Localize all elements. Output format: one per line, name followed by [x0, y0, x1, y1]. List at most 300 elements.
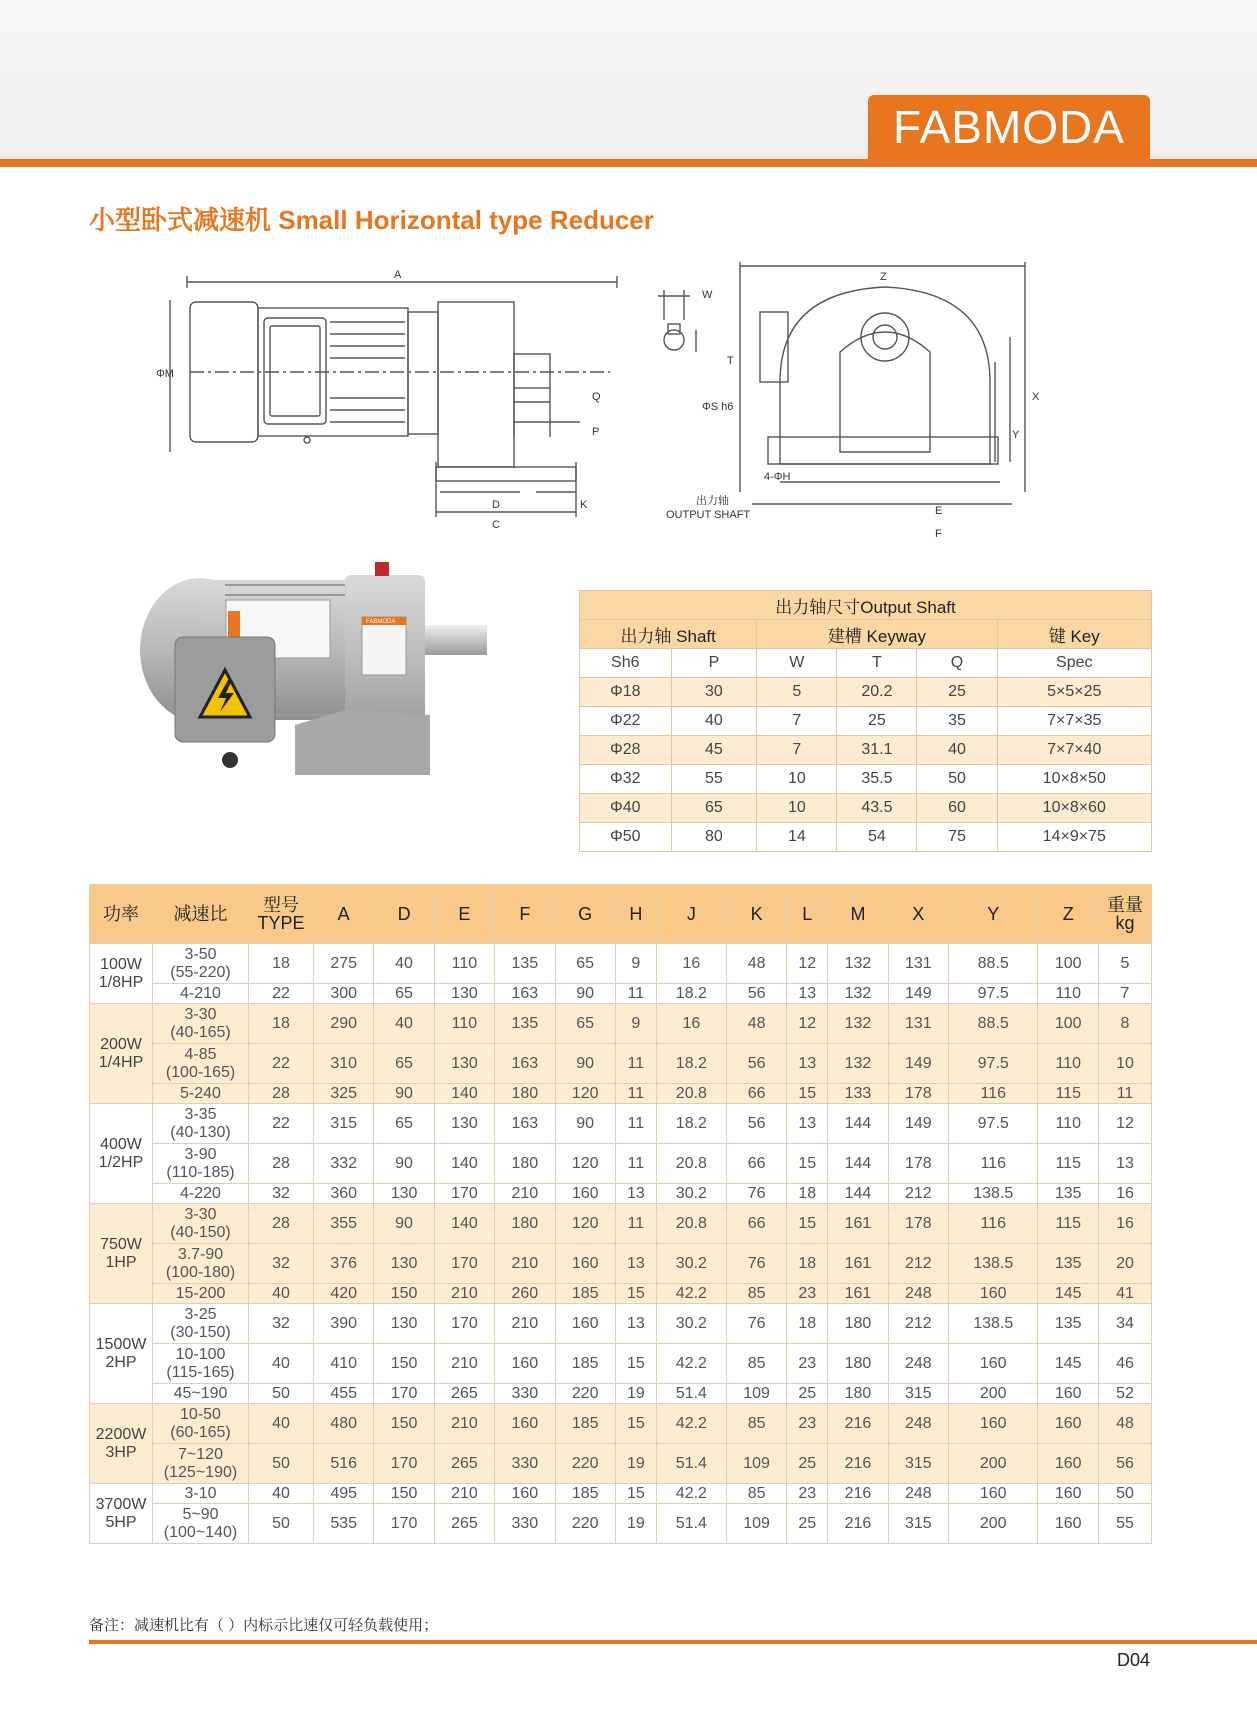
table-cell: 135	[1038, 1184, 1099, 1204]
table-cell: 180	[828, 1384, 888, 1404]
table-cell: 15	[787, 1144, 828, 1184]
table-cell: Φ40	[580, 794, 672, 823]
dim-label-f: F	[935, 528, 942, 540]
table-cell: 275	[314, 944, 374, 984]
table-cell: 19	[615, 1444, 656, 1484]
table-cell: 40	[249, 1344, 314, 1384]
table-cell: 85	[726, 1344, 786, 1384]
table-row	[90, 1084, 1152, 1104]
power-hp: 3HP	[105, 1443, 137, 1461]
table-cell: 110	[1038, 984, 1099, 1004]
table-cell: 18.2	[656, 1104, 726, 1144]
page-number: D04	[1117, 1650, 1151, 1670]
weight-header-cn: 重量	[1107, 895, 1143, 915]
table-cell: 210	[495, 1244, 555, 1284]
ratio-cell	[153, 1444, 249, 1484]
table-cell: 16	[1099, 1184, 1152, 1204]
table-cell: 109	[726, 1384, 786, 1404]
table-cell: 160	[949, 1484, 1038, 1504]
table-cell: 90	[374, 1144, 434, 1184]
output-shaft-table	[579, 590, 1152, 852]
table-cell: 18.2	[656, 1044, 726, 1084]
table-cell: 144	[828, 1104, 888, 1144]
table-cell: 48	[726, 1004, 786, 1044]
dim-label-phim: ΦM	[156, 368, 174, 380]
table-cell: 161	[828, 1284, 888, 1304]
table-cell: 131	[888, 1004, 948, 1044]
table-cell: 88.5	[949, 1004, 1038, 1044]
table-cell: 150	[374, 1344, 434, 1384]
table-row	[90, 984, 1152, 1004]
dim-label-4h: 4-ΦH	[764, 471, 791, 483]
dim-label-phis: ΦS h6	[702, 401, 734, 413]
ratio-range: 3-35	[184, 1105, 217, 1123]
table-cell: 116	[949, 1204, 1038, 1244]
table-cell: 210	[434, 1404, 494, 1444]
table-cell: 132	[828, 944, 888, 984]
table-cell: 160	[495, 1404, 555, 1444]
table-cell: 5	[757, 678, 837, 707]
table-cell: 410	[314, 1344, 374, 1384]
specs-table-body	[90, 944, 1152, 1544]
table-cell: 97.5	[949, 1104, 1038, 1144]
table-cell: 170	[434, 1304, 494, 1344]
table-row	[90, 1404, 1152, 1444]
table-cell: 40	[249, 1484, 314, 1504]
table-cell: 178	[888, 1084, 948, 1104]
power-cell	[90, 1104, 153, 1204]
table-cell: 66	[726, 1084, 786, 1104]
table-cell: 495	[314, 1484, 374, 1504]
table-row	[90, 1244, 1152, 1284]
ratio-light-load: (100-165)	[165, 1063, 236, 1081]
ratio-cell	[153, 1144, 249, 1184]
table-cell: 25	[917, 678, 997, 707]
table-cell: 315	[888, 1384, 948, 1404]
ratio-cell	[153, 1184, 249, 1204]
table-cell: 85	[726, 1404, 786, 1444]
table-cell: 76	[726, 1244, 786, 1284]
ratio-light-load: (40-165)	[170, 1023, 231, 1041]
table-row	[580, 678, 1152, 707]
column-header: H	[615, 885, 656, 944]
table-cell: 40	[374, 1004, 434, 1044]
power-hp: 2HP	[105, 1353, 137, 1371]
table-cell: 5	[1099, 944, 1152, 984]
table-cell: 161	[828, 1244, 888, 1284]
ratio-light-load: (60-165)	[170, 1423, 231, 1441]
ratio-cell	[153, 1384, 249, 1404]
table-cell: 135	[1038, 1304, 1099, 1344]
table-cell: 42.2	[656, 1404, 726, 1444]
column-header: T	[837, 649, 917, 678]
ratio-cell	[153, 1504, 249, 1544]
table-cell: 50	[249, 1384, 314, 1404]
dim-label-w: W	[702, 289, 713, 301]
table-cell: 132	[828, 1044, 888, 1084]
table-cell: 11	[615, 1204, 656, 1244]
table-cell: 109	[726, 1504, 786, 1544]
table-cell: 160	[949, 1344, 1038, 1384]
table-cell: 10×8×60	[997, 794, 1151, 823]
table-cell: 22	[249, 1104, 314, 1144]
table-cell: Φ22	[580, 707, 672, 736]
ratio-light-load: (55-220)	[170, 963, 231, 981]
power-cell	[90, 1404, 153, 1484]
table-cell: 18	[787, 1244, 828, 1284]
table-cell: 180	[495, 1084, 555, 1104]
column-header: P	[671, 649, 757, 678]
ratio-range: 4-220	[180, 1184, 221, 1202]
table-cell: 210	[495, 1184, 555, 1204]
table-cell: 132	[828, 1004, 888, 1044]
type-header-cn: 型号	[263, 895, 299, 915]
table-cell: 216	[828, 1484, 888, 1504]
table-cell: 180	[495, 1144, 555, 1184]
table-cell: 163	[495, 1044, 555, 1084]
table-cell: 120	[555, 1204, 615, 1244]
table-cell: 220	[555, 1444, 615, 1484]
table-cell: 18	[787, 1304, 828, 1344]
table-cell: 149	[888, 1044, 948, 1084]
dim-label-k: K	[580, 499, 588, 511]
table-cell: 50	[249, 1444, 314, 1484]
column-header-power: 功率	[90, 885, 153, 944]
table-cell: 42.2	[656, 1484, 726, 1504]
table-cell: 56	[726, 984, 786, 1004]
table-cell: 22	[249, 1044, 314, 1084]
table-cell: 11	[615, 1144, 656, 1184]
table-cell: 45	[671, 736, 757, 765]
table-cell: 97.5	[949, 1044, 1038, 1084]
table-cell: 315	[888, 1504, 948, 1544]
table-cell: 160	[1038, 1444, 1099, 1484]
table-cell: 265	[434, 1504, 494, 1544]
table-cell: 248	[888, 1344, 948, 1384]
table-cell: 90	[555, 1044, 615, 1084]
column-header: W	[757, 649, 837, 678]
table-cell: 332	[314, 1144, 374, 1184]
table-cell: 180	[828, 1344, 888, 1384]
table-cell: 310	[314, 1044, 374, 1084]
dim-label-c: C	[492, 519, 500, 531]
brand-logo: FABMODA	[868, 95, 1150, 159]
dim-label-e: E	[935, 505, 943, 517]
table-cell: 28	[249, 1204, 314, 1244]
table-cell: 200	[949, 1444, 1038, 1484]
table-cell: 185	[555, 1404, 615, 1444]
column-header-weight	[1099, 885, 1152, 944]
table-cell: 90	[555, 1104, 615, 1144]
table-cell: 160	[1038, 1484, 1099, 1504]
dim-label-a: A	[394, 269, 402, 281]
table-cell: 163	[495, 984, 555, 1004]
column-header: D	[374, 885, 434, 944]
table-cell: 330	[495, 1504, 555, 1544]
table-row	[90, 1144, 1152, 1184]
table-cell: 132	[828, 984, 888, 1004]
ratio-light-load: (40-130)	[170, 1123, 231, 1141]
table-cell: 25	[787, 1504, 828, 1544]
column-header: J	[656, 885, 726, 944]
ratio-cell	[153, 1284, 249, 1304]
table-cell: 149	[888, 1104, 948, 1144]
table-cell: 40	[249, 1404, 314, 1444]
table-cell: 140	[434, 1144, 494, 1184]
table-cell: 20.8	[656, 1144, 726, 1184]
table-cell: 390	[314, 1304, 374, 1344]
table-row	[580, 736, 1152, 765]
ratio-light-load: (125~190)	[163, 1463, 238, 1481]
table-cell: 170	[374, 1444, 434, 1484]
table-cell: 30.2	[656, 1244, 726, 1284]
table-cell: 138.5	[949, 1304, 1038, 1344]
table-cell: 11	[615, 984, 656, 1004]
table-cell: 216	[828, 1444, 888, 1484]
table-cell: 115	[1038, 1144, 1099, 1184]
dim-label-p: P	[592, 426, 600, 438]
table-row	[90, 1304, 1152, 1344]
table-cell: 32	[249, 1304, 314, 1344]
table-cell: 248	[888, 1284, 948, 1304]
ratio-range: 45~190	[173, 1384, 228, 1402]
table-cell: 180	[828, 1304, 888, 1344]
table-cell: 535	[314, 1504, 374, 1544]
keyway-group-header: 建槽 Keyway	[757, 620, 997, 649]
table-cell: 163	[495, 1104, 555, 1144]
table-cell: 10×8×50	[997, 765, 1151, 794]
table-cell: 170	[434, 1244, 494, 1284]
dim-label-d: D	[492, 499, 500, 511]
table-cell: 7×7×35	[997, 707, 1151, 736]
table-cell: 43.5	[837, 794, 917, 823]
table-cell: 40	[917, 736, 997, 765]
table-cell: 150	[374, 1284, 434, 1304]
table-cell: 13	[1099, 1144, 1152, 1184]
table-cell: 5×5×25	[997, 678, 1151, 707]
table-cell: 265	[434, 1384, 494, 1404]
table-cell: 160	[949, 1284, 1038, 1304]
output-shaft-label-cn: 出力轴	[696, 495, 729, 507]
dim-label-y: Y	[1012, 429, 1020, 441]
column-header: Y	[949, 885, 1038, 944]
footnote: 备注：减速机比有（ ）内标示比速仅可轻负载使用；	[89, 1617, 439, 1634]
table-row	[90, 1444, 1152, 1484]
ratio-range: 3.7-90	[177, 1245, 224, 1263]
table-row	[90, 1484, 1152, 1504]
table-cell: 220	[555, 1504, 615, 1544]
table-row	[580, 765, 1152, 794]
table-cell: 18	[787, 1184, 828, 1204]
table-cell: 19	[615, 1504, 656, 1544]
ratio-range: 3-30	[184, 1005, 217, 1023]
power-watts: 1500W	[95, 1335, 147, 1353]
table-cell: 7	[757, 736, 837, 765]
table-cell: 185	[555, 1344, 615, 1384]
table-cell: 50	[1099, 1484, 1152, 1504]
type-header-en: TYPE	[257, 913, 305, 933]
column-header: A	[314, 885, 374, 944]
table-cell: 150	[374, 1404, 434, 1444]
column-header: E	[434, 885, 494, 944]
table-cell: 90	[374, 1084, 434, 1104]
table-cell: 315	[888, 1444, 948, 1484]
ratio-range: 3-90	[184, 1145, 217, 1163]
table-cell: 75	[917, 823, 997, 852]
table-cell: 23	[787, 1284, 828, 1304]
table-row	[90, 1004, 1152, 1044]
table-cell: 56	[726, 1044, 786, 1084]
table-cell: 145	[1038, 1284, 1099, 1304]
column-header: Spec	[997, 649, 1151, 678]
power-hp: 1/4HP	[98, 1053, 144, 1071]
table-cell: 13	[787, 984, 828, 1004]
table-cell: 300	[314, 984, 374, 1004]
table-cell: 11	[1099, 1084, 1152, 1104]
ratio-cell	[153, 1004, 249, 1044]
table-cell: 160	[555, 1184, 615, 1204]
table-cell: 80	[671, 823, 757, 852]
table-cell: 22	[249, 984, 314, 1004]
table-cell: 18.2	[656, 984, 726, 1004]
table-cell: 52	[1099, 1384, 1152, 1404]
table-cell: 16	[656, 944, 726, 984]
table-cell: 210	[434, 1344, 494, 1384]
table-cell: 212	[888, 1304, 948, 1344]
table-cell: 185	[555, 1284, 615, 1304]
table-cell: 110	[1038, 1104, 1099, 1144]
table-cell: 11	[615, 1044, 656, 1084]
table-cell: 10	[1099, 1044, 1152, 1084]
ratio-cell	[153, 1084, 249, 1104]
table-cell: 20	[1099, 1244, 1152, 1284]
table-cell: 13	[615, 1304, 656, 1344]
table-cell: 160	[1038, 1504, 1099, 1544]
column-header: L	[787, 885, 828, 944]
table-cell: 16	[656, 1004, 726, 1044]
ratio-range: 10-100	[175, 1345, 226, 1363]
table-cell: 55	[671, 765, 757, 794]
shaft-table-body	[580, 678, 1152, 852]
column-header: M	[828, 885, 888, 944]
power-watts: 3700W	[95, 1495, 147, 1513]
table-cell: 160	[555, 1244, 615, 1284]
table-row	[90, 1284, 1152, 1304]
power-watts: 100W	[100, 955, 142, 973]
page-title: 小型卧式减速机 Small Horizontal type Reducer	[89, 205, 654, 235]
header-divider	[0, 159, 1257, 167]
table-cell: 260	[495, 1284, 555, 1304]
table-cell: 13	[787, 1104, 828, 1144]
table-cell: 25	[837, 707, 917, 736]
ratio-light-load: (100-180)	[165, 1263, 236, 1281]
table-cell: 7	[1099, 984, 1152, 1004]
ratio-cell	[153, 944, 249, 984]
table-cell: 54	[837, 823, 917, 852]
table-cell: 50	[249, 1504, 314, 1544]
ratio-range: 3-30	[184, 1205, 217, 1223]
ratio-cell	[153, 1344, 249, 1384]
table-cell: Φ18	[580, 678, 672, 707]
table-cell: 180	[495, 1204, 555, 1244]
table-cell: 11	[615, 1104, 656, 1144]
table-cell: 20.8	[656, 1084, 726, 1104]
table-cell: 110	[434, 1004, 494, 1044]
table-cell: 135	[495, 1004, 555, 1044]
table-cell: 130	[434, 1044, 494, 1084]
table-cell: 15	[787, 1204, 828, 1244]
table-cell: 140	[434, 1204, 494, 1244]
table-cell: 7	[757, 707, 837, 736]
table-cell: 40	[249, 1284, 314, 1304]
table-cell: 290	[314, 1004, 374, 1044]
table-cell: 15	[787, 1084, 828, 1104]
column-header: Sh6	[580, 649, 672, 678]
column-header-type	[249, 885, 314, 944]
power-watts: 750W	[100, 1235, 142, 1253]
table-cell: 23	[787, 1344, 828, 1384]
dim-label-q: Q	[592, 391, 601, 403]
table-cell: 130	[434, 984, 494, 1004]
table-cell: 130	[434, 1104, 494, 1144]
table-cell: 115	[1038, 1204, 1099, 1244]
power-hp: 5HP	[105, 1513, 137, 1531]
table-cell: 65	[374, 1104, 434, 1144]
table-cell: 76	[726, 1184, 786, 1204]
table-row	[90, 944, 1152, 984]
table-cell: 90	[555, 984, 615, 1004]
table-cell: 160	[1038, 1384, 1099, 1404]
table-cell: 20.2	[837, 678, 917, 707]
table-row	[580, 823, 1152, 852]
dim-label-z: Z	[880, 271, 887, 283]
table-cell: 13	[615, 1184, 656, 1204]
column-header-ratio: 减速比	[153, 885, 249, 944]
table-cell: 138.5	[949, 1184, 1038, 1204]
ratio-light-load: (30-150)	[170, 1323, 231, 1341]
table-cell: 76	[726, 1304, 786, 1344]
table-cell: 15	[615, 1404, 656, 1444]
table-cell: 140	[434, 1084, 494, 1104]
table-cell: 216	[828, 1404, 888, 1444]
table-cell: 18	[249, 1004, 314, 1044]
table-cell: 30	[671, 678, 757, 707]
product-photo	[130, 555, 550, 795]
table-cell: 248	[888, 1484, 948, 1504]
ratio-cell	[153, 1484, 249, 1504]
table-cell: 60	[917, 794, 997, 823]
ratio-light-load: (115-165)	[166, 1363, 235, 1381]
table-cell: 160	[495, 1484, 555, 1504]
table-cell: 30.2	[656, 1184, 726, 1204]
table-cell: 160	[949, 1404, 1038, 1444]
table-cell: 248	[888, 1404, 948, 1444]
ratio-range: 3-10	[184, 1484, 217, 1502]
ratio-range: 10-50	[180, 1405, 221, 1423]
table-cell: 97.5	[949, 984, 1038, 1004]
table-cell: 32	[249, 1244, 314, 1284]
table-cell: 120	[555, 1144, 615, 1184]
table-cell: 41	[1099, 1284, 1152, 1304]
table-cell: 34	[1099, 1304, 1152, 1344]
table-cell: 116	[949, 1144, 1038, 1184]
table-cell: 51.4	[656, 1384, 726, 1404]
table-cell: 210	[434, 1484, 494, 1504]
shaft-table-title: 出力轴尺寸Output Shaft	[580, 591, 1152, 620]
table-cell: 25	[787, 1384, 828, 1404]
table-row	[580, 794, 1152, 823]
table-cell: 116	[949, 1084, 1038, 1104]
